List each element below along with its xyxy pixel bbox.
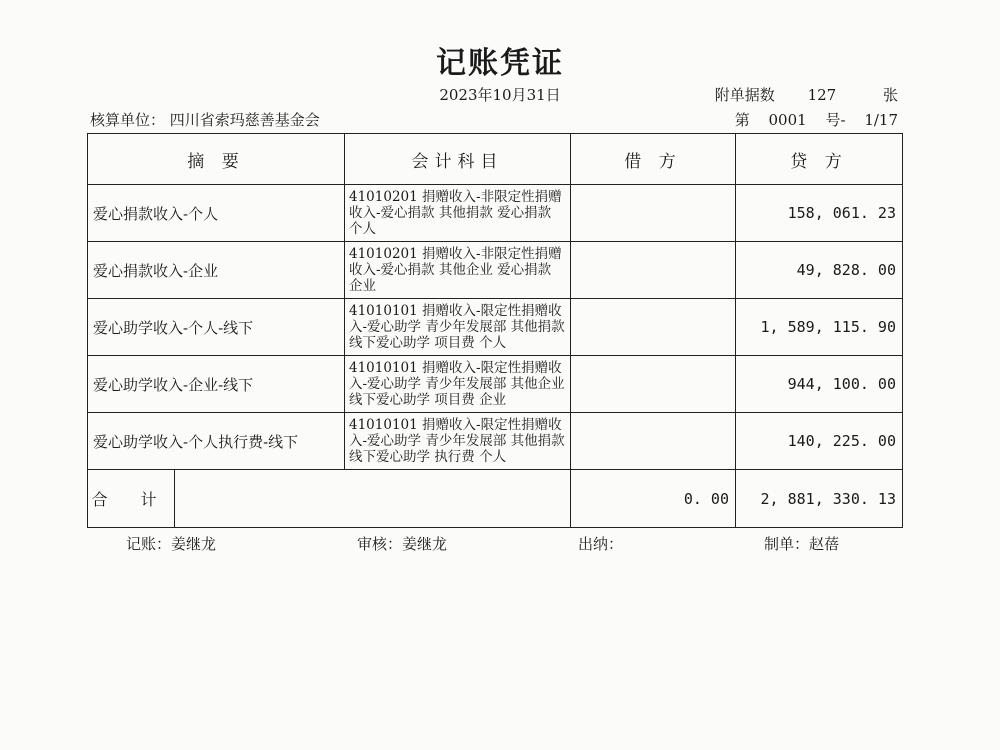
voucher-number-suffix: 号- — [825, 111, 846, 129]
total-row — [88, 470, 903, 528]
header-debit: 借 方 — [571, 134, 736, 185]
row-summary: 爱心助学收入-企业-线下 — [88, 356, 345, 413]
row-account: 41010201 捐赠收入-非限定性捐赠收入-爱心捐款 其他捐款 爱心捐款 个人 — [345, 185, 571, 242]
preparer-signature — [764, 533, 839, 554]
cashier-signature — [578, 533, 623, 554]
voucher-page: 1/17 — [864, 111, 898, 129]
attachments-value: 127 — [807, 86, 837, 104]
voucher-table — [87, 133, 903, 528]
row-credit: 49, 828. 00 — [736, 242, 903, 299]
row-debit — [571, 413, 736, 470]
row-debit — [571, 299, 736, 356]
total-blank — [175, 470, 571, 528]
row-credit: 944, 100. 00 — [736, 356, 903, 413]
preparer-name: 赵蓓 — [809, 535, 840, 553]
auditor-signature — [357, 533, 447, 554]
total-label: 合 计 — [88, 470, 175, 528]
row-debit — [571, 242, 736, 299]
bookkeeper-signature — [126, 533, 216, 554]
table-row — [88, 242, 903, 299]
row-credit: 140, 225. 00 — [736, 413, 903, 470]
attachments-count — [715, 84, 898, 105]
row-summary: 爱心助学收入-个人执行费-线下 — [88, 413, 345, 470]
voucher-date: 2023年10月31日 — [439, 86, 561, 104]
table-row — [88, 299, 903, 356]
attachments-label: 附单据数 — [714, 86, 775, 104]
table-row — [88, 356, 903, 413]
table-header-row — [88, 134, 903, 185]
header-credit: 贷 方 — [736, 134, 903, 185]
voucher-number-value: 0001 — [768, 111, 807, 129]
voucher-number — [735, 109, 898, 130]
row-summary: 爱心捐款收入-企业 — [88, 242, 345, 299]
total-debit: 0. 00 — [571, 470, 736, 528]
row-summary: 爱心捐款收入-个人 — [88, 185, 345, 242]
signature-line — [0, 533, 1000, 557]
row-credit: 1, 589, 115. 90 — [736, 299, 903, 356]
unit-name: 四川省索玛慈善基金会 — [169, 111, 320, 129]
table-row — [88, 185, 903, 242]
row-account: 41010101 捐赠收入-限定性捐赠收入-爱心助学 青少年发展部 其他捐款 线下爱心助学 项目费 个人 — [345, 299, 571, 356]
accounting-unit — [90, 109, 320, 130]
row-account: 41010101 捐赠收入-限定性捐赠收入-爱心助学 青少年发展部 其他企业 线下爱心助学 项目费 企业 — [345, 356, 571, 413]
auditor-name: 姜继龙 — [402, 535, 448, 553]
row-debit — [571, 185, 736, 242]
header-summary: 摘 要 — [88, 134, 345, 185]
row-account: 41010101 捐赠收入-限定性捐赠收入-爱心助学 青少年发展部 其他捐款 线下爱心助学 执行费 个人 — [345, 413, 571, 470]
cashier-label: 出纳： — [578, 535, 624, 553]
voucher-number-prefix: 第 — [734, 111, 750, 129]
total-credit: 2, 881, 330. 13 — [736, 470, 903, 528]
bookkeeper-name: 姜继龙 — [171, 535, 217, 553]
voucher-title: 记账凭证 — [436, 46, 564, 81]
row-debit — [571, 356, 736, 413]
row-account: 41010201 捐赠收入-非限定性捐赠收入-爱心捐款 其他企业 爱心捐款 企业 — [345, 242, 571, 299]
preparer-label: 制单： — [764, 535, 810, 553]
attachments-unit: 张 — [882, 86, 898, 104]
row-credit: 158, 061. 23 — [736, 185, 903, 242]
row-summary: 爱心助学收入-个人-线下 — [88, 299, 345, 356]
unit-label: 核算单位： — [90, 111, 166, 129]
bookkeeper-label: 记账： — [126, 535, 172, 553]
header-account: 会计科目 — [345, 134, 571, 185]
table-row — [88, 413, 903, 470]
auditor-label: 审核： — [357, 535, 403, 553]
